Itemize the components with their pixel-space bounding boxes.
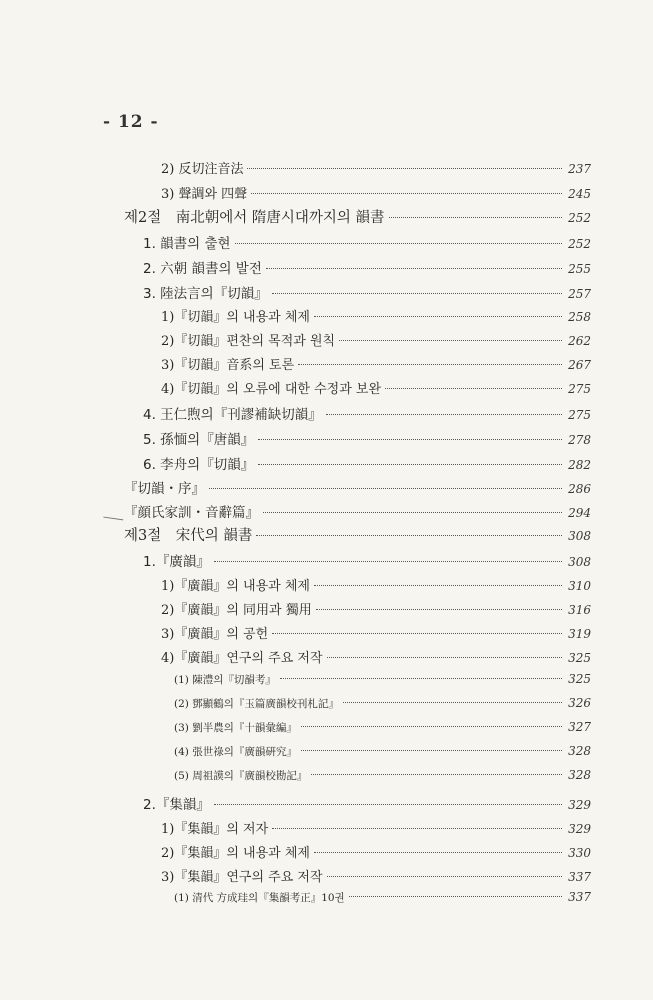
dot-leader <box>272 828 562 829</box>
dot-leader <box>314 852 562 853</box>
toc-entry-title: 『顔氏家訓・音辭篇』 <box>124 505 259 521</box>
dot-leader <box>214 561 562 562</box>
dot-leader <box>235 243 562 244</box>
dot-leader <box>258 439 562 440</box>
toc-entry-page: 275 <box>568 408 591 422</box>
toc-entry-title: 2)『集韻』의 내용과 체제 <box>161 846 310 861</box>
toc-entry-page: 262 <box>568 334 591 348</box>
toc-entry-page: 330 <box>568 846 591 860</box>
dot-leader <box>314 316 562 317</box>
toc-entry-page: 337 <box>568 870 591 884</box>
dot-leader <box>256 535 562 536</box>
toc-entry-title: 제2절 南北朝에서 隋唐시대까지의 韻書 <box>124 210 385 226</box>
dot-leader <box>258 464 562 465</box>
toc-entry-title: 4. 王仁煦의『刊謬補缺切韻』 <box>143 407 322 423</box>
toc-entry-page: 325 <box>568 651 591 665</box>
toc-entry-title: 2)『廣韻』의 同用과 獨用 <box>161 603 312 618</box>
dot-leader <box>326 414 562 415</box>
toc-entry <box>174 744 591 759</box>
dot-leader <box>214 804 562 805</box>
dot-leader <box>343 702 562 703</box>
toc-entry-title: 『切韻・序』 <box>124 481 205 497</box>
dot-leader <box>316 609 562 610</box>
toc-entry <box>161 818 591 837</box>
toc-entry-title: (4) 張世祿의『廣韻硏究』 <box>174 746 297 758</box>
toc-entry-title: 3)『集韻』연구의 주요 저작 <box>161 870 323 885</box>
toc-entry-title: (1) 清代 方成珪의『集韻考正』10권 <box>174 892 345 904</box>
toc-entry-page: 328 <box>568 744 591 758</box>
dot-leader <box>389 217 562 218</box>
dot-leader <box>314 585 562 586</box>
toc-entry-title: 1)『切韻』의 내용과 체제 <box>161 310 310 325</box>
toc-entry-page: 308 <box>568 555 591 569</box>
dot-leader <box>280 678 562 679</box>
toc-entry-page: 329 <box>568 798 591 812</box>
toc-entry-page: 278 <box>568 433 591 447</box>
toc-entry <box>143 793 591 813</box>
toc-entry-page: 326 <box>568 696 591 710</box>
dot-leader <box>301 750 562 751</box>
toc-entry-title: 1.『廣韻』 <box>143 554 210 570</box>
toc-entry-page: 258 <box>568 310 591 324</box>
toc-entry-page: 316 <box>568 603 591 617</box>
toc-entry-title: 2)『切韻』편찬의 목적과 원칙 <box>161 334 336 349</box>
toc-entry-page: 286 <box>568 482 591 496</box>
toc-entry <box>143 257 591 277</box>
toc-entry-page: 327 <box>568 720 591 734</box>
toc-entry <box>161 354 591 373</box>
toc-entry <box>174 672 591 687</box>
toc-entry-page: 237 <box>568 162 591 176</box>
toc-entry-page: 252 <box>568 211 591 225</box>
toc-entry-page: 310 <box>568 579 591 593</box>
toc-entry-page: 325 <box>568 672 591 686</box>
dot-leader <box>272 293 562 294</box>
toc-entry <box>143 428 591 448</box>
toc-entry-title: 3) 聲調와 四聲 <box>161 187 248 202</box>
toc-entry <box>161 183 591 202</box>
toc-entry <box>143 232 591 252</box>
toc-entry-page: 319 <box>568 627 591 641</box>
toc-entry-page: 255 <box>568 262 591 276</box>
toc-entry-title: 5. 孫愐의『唐韻』 <box>143 432 255 448</box>
dot-leader <box>339 340 562 341</box>
toc-entry <box>124 501 591 521</box>
dot-leader <box>327 657 562 658</box>
dot-leader <box>266 268 562 269</box>
toc-entry-title: (5) 周祖謨의『廣韻校勘記』 <box>174 770 308 782</box>
toc-entry-page: 328 <box>568 768 591 782</box>
toc-entry-title: 4)『廣韻』연구의 주요 저작 <box>161 651 323 666</box>
page-number: - 12 - <box>103 112 159 132</box>
toc-entry-title: 3)『廣韻』의 공헌 <box>161 627 269 642</box>
toc-entry <box>124 206 591 227</box>
toc-entry <box>124 524 591 545</box>
dot-leader <box>385 388 562 389</box>
toc-entry <box>161 866 591 885</box>
toc-entry-page: 257 <box>568 287 591 301</box>
toc-entry <box>161 575 591 594</box>
toc-entry-title: (3) 劉半農의『十韻彙編』 <box>174 722 297 734</box>
toc-entry-page: 329 <box>568 822 591 836</box>
dot-leader <box>251 193 562 194</box>
dot-leader <box>298 364 562 365</box>
toc-entry-page: 252 <box>568 237 591 251</box>
toc-entry <box>161 378 591 397</box>
toc-entry-page: 337 <box>568 890 591 904</box>
toc-entry-title: 1. 韻書의 출현 <box>143 236 231 252</box>
toc-entry-title: 1)『廣韻』의 내용과 체제 <box>161 579 310 594</box>
toc-entry <box>143 550 591 570</box>
toc-entry-title: 2) 反切注音法 <box>161 162 244 177</box>
toc-entry <box>161 306 591 325</box>
toc-entry <box>161 647 591 666</box>
toc-entry <box>161 330 591 349</box>
toc-entry <box>174 890 591 905</box>
toc-entry <box>174 720 591 735</box>
toc-entry <box>161 842 591 861</box>
toc-entry <box>143 403 591 423</box>
toc-entry-title: (1) 陳澧의『切韻考』 <box>174 674 276 686</box>
toc-entry-title: 6. 李舟의『切韻』 <box>143 457 255 473</box>
toc-entry-title: 1)『集韻』의 저자 <box>161 822 269 837</box>
dot-leader <box>311 774 562 775</box>
dot-leader <box>327 876 562 877</box>
toc-entry <box>161 599 591 618</box>
dot-leader <box>349 896 562 897</box>
dot-leader <box>301 726 562 727</box>
toc-entry-title: 3. 陸法言의『切韻』 <box>143 286 268 302</box>
toc-entry-page: 267 <box>568 358 591 372</box>
toc-entry <box>143 453 591 473</box>
dot-leader <box>247 168 562 169</box>
toc-entry <box>174 768 591 783</box>
toc-entry <box>161 158 591 177</box>
toc-entry-page: 282 <box>568 458 591 472</box>
toc-entry-page: 294 <box>568 506 591 520</box>
toc-entry <box>124 477 591 497</box>
dot-leader <box>272 633 562 634</box>
dot-leader <box>263 512 562 513</box>
dot-leader <box>209 488 562 489</box>
toc-entry-title: (2) 鄧顯鶴의『玉篇廣韻校刊札記』 <box>174 698 339 710</box>
toc-entry <box>143 282 591 302</box>
toc-entry <box>174 696 591 711</box>
toc-entry <box>161 623 591 642</box>
toc-entry-title: 제3절 宋代의 韻書 <box>124 528 253 544</box>
toc-entry-page: 308 <box>568 529 591 543</box>
toc-entry-title: 2. 六朝 韻書의 발전 <box>143 261 262 277</box>
toc-entry-title: 3)『切韻』音系의 토론 <box>161 358 295 373</box>
toc-entry-title: 4)『切韻』의 오류에 대한 수정과 보완 <box>161 382 382 397</box>
toc-entry-page: 245 <box>568 187 591 201</box>
toc-entry-page: 275 <box>568 382 591 396</box>
toc-entry-title: 2.『集韻』 <box>143 797 210 813</box>
